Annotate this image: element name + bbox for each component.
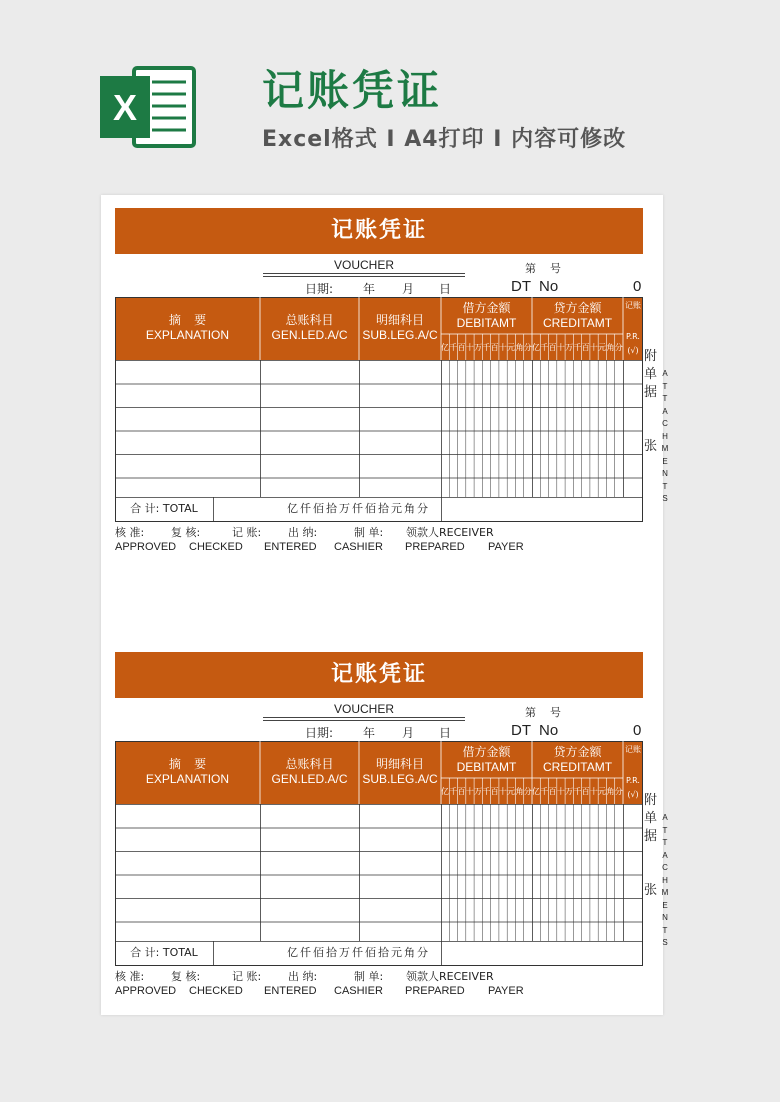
signature-label-en: CHECKED: [189, 985, 243, 997]
voucher-number-label: 第 号: [525, 262, 561, 275]
attachment-letter: H: [662, 431, 668, 441]
attachment-letter: M: [661, 888, 669, 897]
voucher-form-2: [115, 652, 669, 1002]
digit-unit-label: 元: [507, 343, 516, 352]
attachment-letter: T: [662, 838, 668, 847]
month-label: 月: [402, 726, 415, 740]
digit-unit-label: 亿: [532, 343, 540, 352]
day-label: 日: [439, 726, 452, 740]
signature-label-en: ENTERED: [264, 541, 317, 553]
attachment-letter: T: [662, 481, 668, 491]
attachment-char: 附: [644, 349, 658, 364]
digit-unit-label: 百: [457, 787, 466, 796]
month-label: 月: [402, 282, 415, 296]
digit-unit-label: 千: [573, 343, 582, 352]
digit-unit-label: 十: [589, 343, 598, 352]
header-sub-ledger: 明细科目 SUB.LEG.A/C: [362, 757, 438, 786]
attachment-char: 单: [644, 367, 658, 382]
digit-unit-label: 角: [606, 343, 615, 352]
digit-unit-label: 分: [614, 343, 623, 352]
attachment-letter: N: [662, 913, 668, 922]
date-label: 日期:: [305, 282, 334, 296]
header-post-cn: 记账: [625, 745, 641, 754]
attachment-char: [644, 864, 660, 882]
subtitle-underline: [263, 276, 465, 277]
signature-label-cn: 领款人RECEIVER: [406, 526, 494, 539]
total-digit-units: 亿仟佰拾万仟佰拾元角分: [287, 946, 430, 959]
dt-no-label: DT No: [511, 722, 559, 739]
attachment-letter: A: [662, 406, 668, 416]
digit-unit-label: 百: [548, 787, 557, 796]
digit-unit-label: 角: [606, 787, 615, 796]
date-label: 日期:: [305, 726, 334, 740]
attachment-char: 张: [644, 439, 658, 454]
voucher-title-banner: 记账凭证: [115, 652, 643, 698]
signature-label-en: CASHIER: [334, 985, 383, 997]
voucher-form-1: [115, 208, 669, 558]
digit-unit-label: 亿: [441, 787, 449, 796]
total-label: 合 计: TOTAL: [130, 502, 198, 515]
attachment-letter: C: [662, 863, 668, 872]
digit-unit-label: 千: [540, 343, 549, 352]
header-debit: 借方金额 DEBITAMT: [456, 301, 517, 330]
signature-label-cn: 核 准:: [115, 526, 145, 539]
signature-label-en: ENTERED: [264, 985, 317, 997]
digit-unit-label: 元: [507, 787, 516, 796]
total-digit-units: 亿仟佰拾万仟佰拾元角分: [287, 502, 430, 515]
signature-label-cn: 领款人RECEIVER: [406, 970, 494, 983]
digit-unit-label: 千: [540, 787, 549, 796]
header-debit: 借方金额 DEBITAMT: [456, 745, 517, 774]
signature-label-en: PAYER: [488, 985, 524, 997]
header-general-ledger: 总账科目 GEN.LED.A/C: [271, 757, 348, 786]
attachment-letter: A: [662, 369, 668, 378]
page-title: 记账凭证: [262, 66, 443, 115]
attachment-char: [644, 846, 660, 864]
digit-unit-label: 十: [556, 787, 565, 796]
header-post-mark: (√): [627, 790, 639, 799]
signature-label-en: PREPARED: [405, 985, 465, 997]
svg-text:X: X: [112, 87, 138, 128]
header-post-en: P.R.: [626, 776, 640, 785]
signature-label-cn: 记 账:: [232, 970, 262, 983]
attachment-letter: A: [662, 850, 668, 860]
signature-label-cn: 复 核:: [171, 970, 201, 983]
attachment-letter: A: [662, 813, 668, 822]
digit-unit-label: 分: [523, 343, 532, 352]
digit-unit-label: 亿: [441, 343, 449, 352]
attachment-label-en: [660, 812, 670, 950]
attachment-char: [644, 420, 660, 438]
signature-label-cn: 核 准:: [115, 970, 145, 983]
digit-unit-label: 百: [490, 343, 499, 352]
attachment-letter: M: [661, 444, 669, 453]
header-post-cn: 记账: [625, 301, 641, 310]
attachment-char: 据: [644, 385, 658, 400]
attachment-char: 单: [644, 811, 658, 826]
digit-unit-label: 万: [474, 343, 483, 352]
attachment-letter: N: [662, 469, 668, 478]
header-general-ledger: 总账科目 GEN.LED.A/C: [271, 313, 348, 342]
attachment-label-cn: [644, 792, 660, 900]
digit-unit-label: 元: [598, 343, 607, 352]
attachment-char: 张: [644, 883, 658, 898]
header-sub-ledger: 明细科目 SUB.LEG.A/C: [362, 313, 438, 342]
voucher-number-value[interactable]: 0: [633, 722, 642, 739]
attachment-letter: E: [662, 900, 668, 910]
digit-unit-label: 百: [581, 787, 590, 796]
signature-label-cn: 制 单:: [354, 970, 384, 983]
voucher-number-value[interactable]: 0: [633, 278, 642, 295]
digit-unit-label: 十: [465, 787, 474, 796]
digit-unit-label: 角: [515, 787, 524, 796]
digit-unit-label: 千: [482, 343, 491, 352]
signature-label-cn: 制 单:: [354, 526, 384, 539]
subtitle-underline: [263, 720, 465, 721]
signature-label-cn: 复 核:: [171, 526, 201, 539]
digit-unit-label: 万: [565, 787, 574, 796]
signature-label-en: CHECKED: [189, 541, 243, 553]
attachment-char: 附: [644, 793, 658, 808]
header-post-en: P.R.: [626, 332, 640, 341]
digit-unit-label: 千: [449, 343, 458, 352]
attachment-label-en: [660, 368, 670, 506]
attachment-label-cn: [644, 348, 660, 456]
voucher-table: [115, 741, 643, 966]
signature-label-en: PREPARED: [405, 541, 465, 553]
signature-label-cn: 出 纳:: [288, 526, 318, 539]
digit-unit-label: 千: [573, 787, 582, 796]
voucher-title-banner: 记账凭证: [115, 208, 643, 254]
year-label: 年: [363, 282, 376, 296]
page-subtitle: Excel格式 I A4打印 I 内容可修改: [262, 127, 627, 152]
digit-unit-label: 分: [614, 787, 623, 796]
attachment-letter: C: [662, 419, 668, 428]
attachment-letter: H: [662, 875, 668, 885]
signature-label-en: CASHIER: [334, 541, 383, 553]
voucher-subtitle: VOUCHER: [333, 702, 394, 716]
digit-unit-label: 十: [556, 343, 565, 352]
attachment-char: 据: [644, 829, 658, 844]
digit-unit-label: 角: [515, 343, 524, 352]
header-explanation: 摘 要 EXPLANATION: [145, 313, 230, 342]
digit-unit-label: 百: [548, 343, 557, 352]
voucher-subtitle: VOUCHER: [333, 258, 394, 272]
digit-unit-label: 十: [589, 787, 598, 796]
dt-no-label: DT No: [511, 278, 559, 295]
voucher-table: [115, 297, 643, 522]
signature-label-en: PAYER: [488, 541, 524, 553]
day-label: 日: [439, 282, 452, 296]
digit-unit-label: 亿: [532, 787, 540, 796]
attachment-letter: T: [662, 381, 668, 391]
attachment-letter: S: [662, 938, 668, 947]
digit-unit-label: 百: [490, 787, 499, 796]
subtitle-underline: [263, 273, 465, 274]
digit-unit-label: 万: [474, 787, 483, 796]
digit-unit-label: 千: [449, 787, 458, 796]
signature-label-cn: 出 纳:: [288, 970, 318, 983]
signature-label-en: APPROVED: [115, 541, 177, 553]
header-credit: 贷方金额 CREDITAMT: [542, 745, 613, 774]
digit-unit-label: 百: [581, 343, 590, 352]
digit-unit-label: 千: [482, 787, 491, 796]
digit-unit-label: 十: [498, 343, 507, 352]
attachment-letter: S: [662, 494, 668, 503]
digit-unit-label: 万: [565, 343, 574, 352]
year-label: 年: [363, 726, 376, 740]
attachment-letter: T: [662, 925, 668, 935]
subtitle-underline: [263, 717, 465, 718]
digit-unit-label: 十: [498, 787, 507, 796]
excel-logo-icon: [100, 62, 198, 152]
attachment-letter: T: [662, 394, 668, 403]
attachment-letter: T: [662, 825, 668, 835]
digit-unit-label: 百: [457, 343, 466, 352]
voucher-number-label: 第 号: [525, 706, 561, 719]
signature-label-en: APPROVED: [115, 985, 177, 997]
attachment-letter: E: [662, 456, 668, 466]
total-label: 合 计: TOTAL: [130, 946, 198, 959]
digit-unit-label: 元: [598, 787, 607, 796]
digit-unit-label: 十: [465, 343, 474, 352]
header-explanation: 摘 要 EXPLANATION: [145, 757, 230, 786]
digit-unit-label: 分: [523, 787, 532, 796]
header-post-mark: (√): [627, 346, 639, 355]
header-credit: 贷方金额 CREDITAMT: [542, 301, 613, 330]
page-header: [0, 0, 780, 190]
attachment-char: [644, 402, 660, 420]
signature-label-cn: 记 账:: [232, 526, 262, 539]
